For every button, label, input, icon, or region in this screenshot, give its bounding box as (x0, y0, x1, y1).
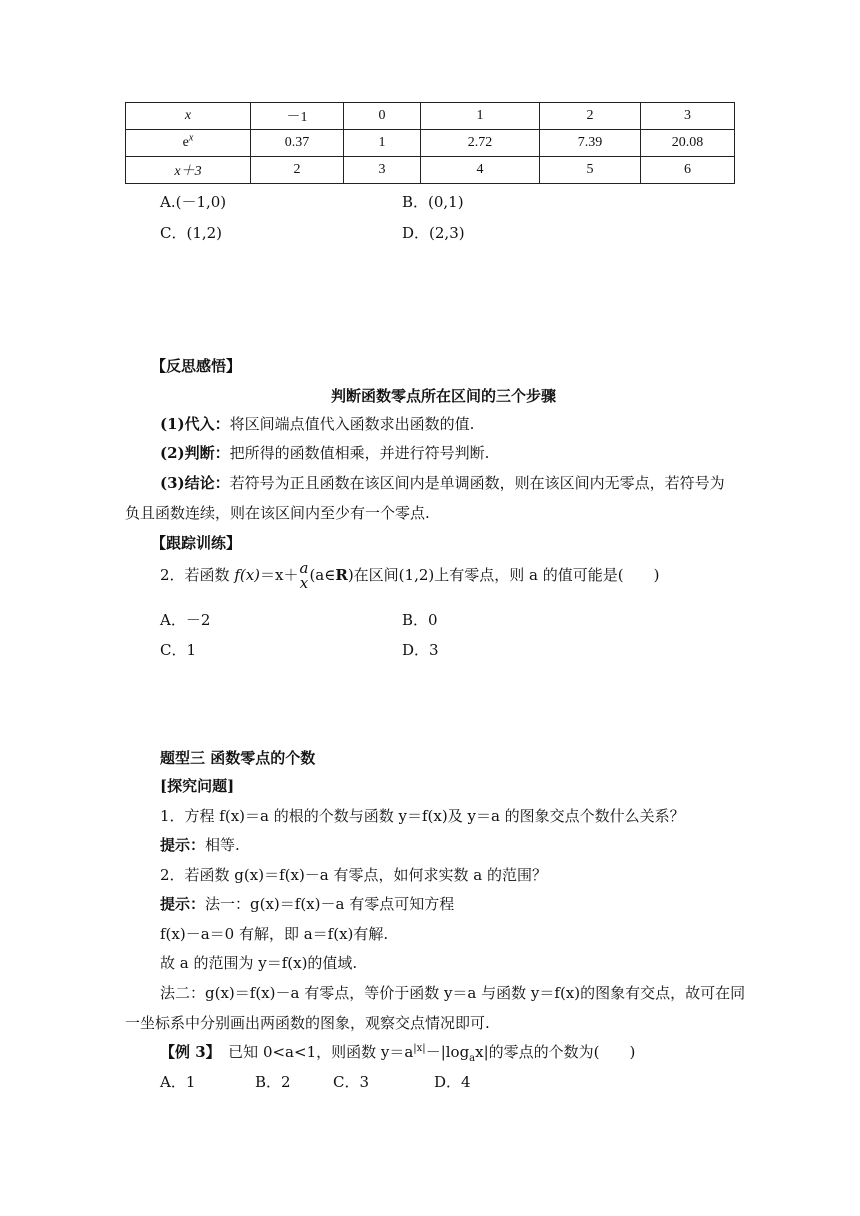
hint-label: 提示： (160, 836, 206, 854)
table-row (126, 130, 735, 157)
fraction (300, 561, 309, 591)
reflection-step-3 (160, 473, 725, 493)
table-cell: 1 (344, 130, 421, 157)
table-row (126, 103, 735, 130)
q2-option-c: C．1 (160, 641, 197, 659)
q1-option-a: A.(－1,0) (160, 193, 227, 211)
table-cell: 1 (421, 103, 540, 130)
hint-text: 法一：g(x)＝f(x)－a 有零点可知方程 (205, 895, 455, 913)
table-cell: x (126, 103, 251, 130)
exponent: |x| (413, 1043, 426, 1054)
q1-option-d: D．(2,3) (402, 224, 465, 242)
hint-line: 法二：g(x)＝f(x)－a 有零点，等价于函数 y＝a 与函数 y＝f(x)的图象有交点，故可在同 (160, 984, 746, 1002)
example-3 (160, 1042, 635, 1062)
hint-line: 故 a 的范围为 y＝f(x)的值域. (160, 954, 358, 972)
table-cell: 3 (344, 157, 421, 184)
table-cell: 5 (540, 157, 641, 184)
hint-text: 相等. (205, 836, 240, 854)
table-cell (126, 130, 251, 157)
table-cell: 0 (344, 103, 421, 130)
table-cell: 20.08 (641, 130, 735, 157)
example-option-a: A．1 (160, 1073, 196, 1091)
tracking-heading: 【跟踪训练】 (151, 534, 242, 552)
table-cell: 2.72 (421, 130, 540, 157)
step-text: 把所得的函数值相乘，并进行符号判断. (229, 444, 490, 462)
q2-real-set: R (335, 566, 348, 584)
q1-option-c: C．(1,2) (160, 224, 223, 242)
q1-option-b: B．(0,1) (402, 193, 464, 211)
table-cell: 4 (421, 157, 540, 184)
reflection-step-3-cont: 负且函数连续，则在该区间内至少有一个零点. (125, 504, 430, 522)
exp-base: e (182, 135, 189, 150)
hint-line: 一坐标系中分别画出两函数的图象，观察交点情况即可. (125, 1014, 490, 1032)
step-text: 将区间端点值代入函数求出函数的值. (229, 415, 475, 433)
q2-cond: (a∈ (309, 566, 336, 584)
table-cell: －1 (251, 103, 344, 130)
example-option-d: D．4 (434, 1073, 471, 1091)
value-table (125, 102, 735, 184)
table-cell: 0.37 (251, 130, 344, 157)
reflection-subtitle: 判断函数零点所在区间的三个步骤 (331, 387, 557, 405)
reflection-step-1 (160, 414, 474, 434)
table-cell: 3 (641, 103, 735, 130)
section-heading: 题型三 函数零点的个数 (160, 749, 316, 767)
table-cell: 7.39 (540, 130, 641, 157)
reflection-heading: 【反思感悟】 (151, 357, 242, 375)
exp-superscript: x (188, 132, 194, 144)
q2-rest: )在区间(1,2)上有零点，则 a 的值可能是( ) (347, 566, 660, 584)
example-text: x|的零点的个数为( ) (475, 1043, 636, 1061)
hint-line: f(x)－a＝0 有解，即 a＝f(x)有解. (160, 925, 389, 943)
log-base: a (469, 1053, 476, 1064)
question-1: 1．方程 f(x)＝a 的根的个数与函数 y＝f(x)及 y＝a 的图象交点个数什么关系？ (160, 807, 685, 825)
q2-option-d: D．3 (402, 641, 439, 659)
example-option-b: B．2 (255, 1073, 291, 1091)
hint-1 (160, 835, 240, 855)
table-cell: 6 (641, 157, 735, 184)
example-label: 【例 3】 (160, 1043, 214, 1061)
reflection-step-2 (160, 443, 489, 463)
step-label: (3)结论： (160, 474, 230, 492)
example-option-c: C．3 (333, 1073, 370, 1091)
step-label: (1)代入： (160, 415, 230, 433)
q2-eq: ＝x＋ (260, 566, 299, 584)
fraction-denominator: x (299, 574, 309, 592)
hint-label: 提示： (160, 895, 206, 913)
example-text: 已知 0<a<1，则函数 y＝a (213, 1043, 414, 1061)
step-label: (2)判断： (160, 444, 230, 462)
example-text: －|log (425, 1043, 470, 1061)
q2-fx: f(x) (234, 566, 261, 584)
explore-heading: [探究问题] (160, 777, 235, 795)
hint-2 (160, 894, 454, 914)
q2-prefix: 2．若函数 (160, 566, 235, 584)
step-text: 若符号为正且函数在该区间内是单调函数，则在该区间内无零点，若符号为 (229, 474, 725, 492)
q2-option-b: B．0 (402, 611, 438, 629)
table-cell: 2 (251, 157, 344, 184)
table-row (126, 157, 735, 184)
question-2: 2．若函数 g(x)＝f(x)－a 有零点，如何求实数 a 的范围？ (160, 866, 547, 884)
fraction-numerator: a (299, 559, 309, 577)
table-cell: x＋3 (126, 157, 251, 184)
table-cell: 2 (540, 103, 641, 130)
q2-option-a: A．－2 (160, 611, 211, 629)
q2-statement (160, 560, 659, 591)
